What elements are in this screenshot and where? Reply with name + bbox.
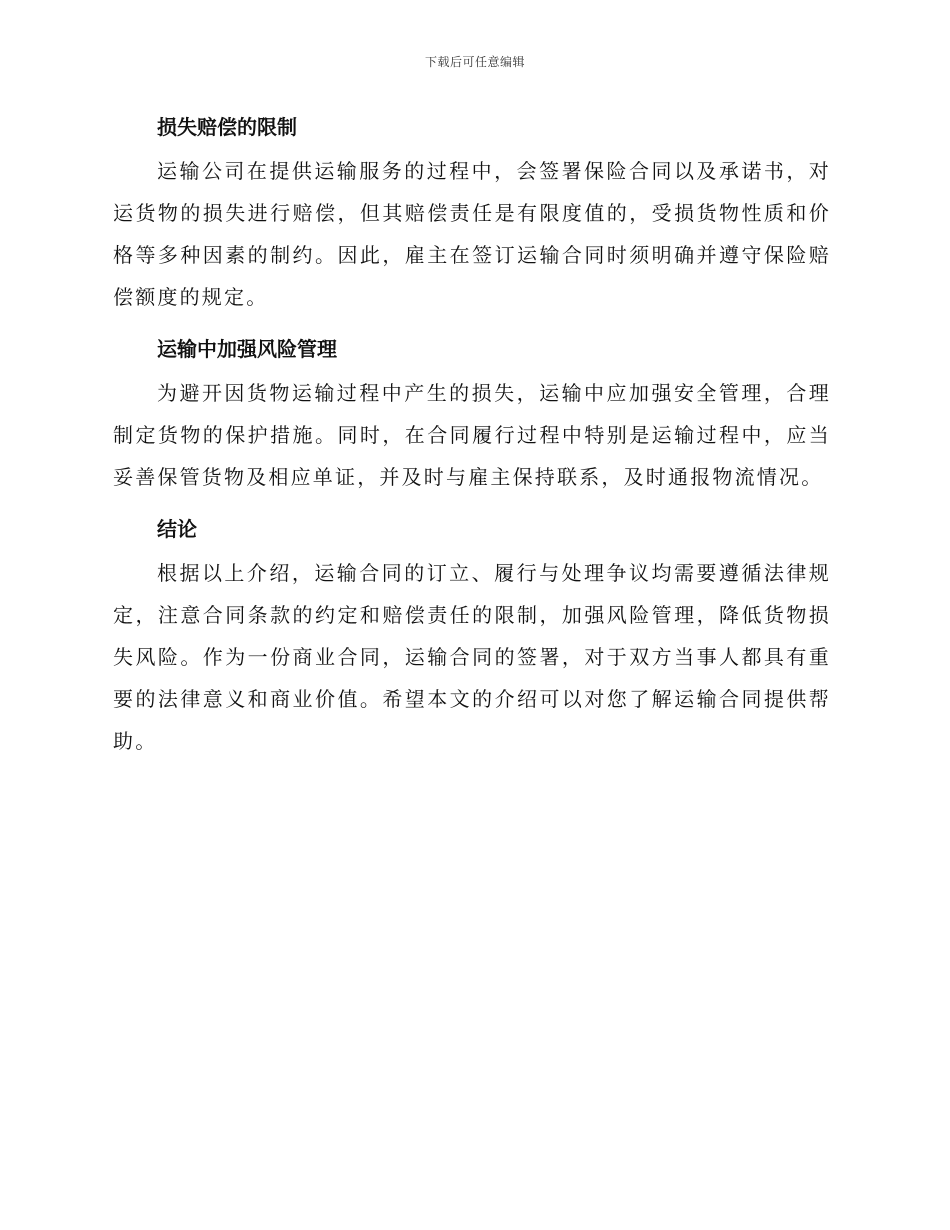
section-paragraph-conclusion: 根据以上介绍，运输合同的订立、履行与处理争议均需要遵循法律规定，注意合同条款的约定和赔偿责任的限制，加强风险管理，降低货物损失风险。作为一份商业合同，运输合同的签署，对于双方当事人都具有重要的法律意义和商业价值。希望本文的介绍可以对您了解运输合同提供帮助。 bbox=[113, 561, 831, 753]
section-title-risk-management: 运输中加强风险管理 bbox=[157, 337, 337, 361]
section-title-damage-limit: 损失赔偿的限制 bbox=[157, 115, 297, 139]
page-header: 下载后可任意编辑 bbox=[424, 55, 525, 69]
section-paragraph-risk-management: 为避开因货物运输过程中产生的损失，运输中应加强安全管理，合理制定货物的保护措施。同时，在合同履行过程中特别是运输过程中，应当妥善保管货物及相应单证，并及时与雇主保持联系，及时通报物流情况。 bbox=[113, 381, 831, 489]
document-body bbox=[113, 108, 831, 772]
section-title-conclusion: 结论 bbox=[157, 517, 197, 541]
section-paragraph-damage-limit: 运输公司在提供运输服务的过程中，会签署保险合同以及承诺书，对运货物的损失进行赔偿，但其赔偿责任是有限度值的，受损货物性质和价格等多种因素的制约。因此，雇主在签订运输合同时须明确并遵守保险赔偿额度的规定。 bbox=[113, 159, 831, 309]
